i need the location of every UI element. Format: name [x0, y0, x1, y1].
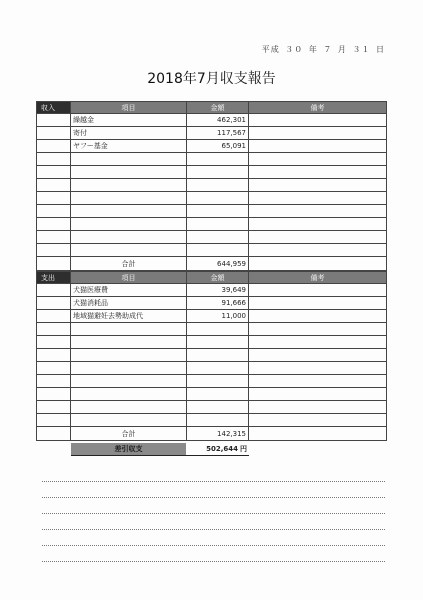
expense-row-blank — [37, 349, 71, 362]
income-amount-cell — [187, 192, 249, 205]
expense-row-blank — [37, 323, 71, 336]
income-row — [37, 231, 387, 244]
expense-row — [37, 323, 387, 336]
expense-item-cell: 犬猫消耗品 — [71, 297, 187, 310]
income-amount-cell: 462,301 — [187, 114, 249, 127]
income-note-cell — [249, 179, 387, 192]
memo-line — [42, 561, 385, 562]
income-item-cell: 寄付 — [71, 127, 187, 140]
expense-amount-cell — [187, 401, 249, 414]
income-note-cell — [249, 140, 387, 153]
expense-total-amount: 142,315 — [187, 427, 249, 441]
income-note-cell — [249, 114, 387, 127]
income-item-cell: 繰越金 — [71, 114, 187, 127]
income-amount-cell — [187, 179, 249, 192]
expense-item-cell — [71, 323, 187, 336]
income-row — [37, 166, 387, 179]
income-row-blank — [37, 166, 71, 179]
income-item-header: 項目 — [71, 102, 187, 114]
date-day: ３１ — [352, 45, 371, 54]
income-amount-cell — [187, 231, 249, 244]
income-note-cell — [249, 153, 387, 166]
expense-item-cell — [71, 388, 187, 401]
expense-item-cell: 地域猫避妊去勢助成代 — [71, 310, 187, 323]
income-row-blank — [37, 127, 71, 140]
income-amount-cell: 117,567 — [187, 127, 249, 140]
balance-unit: 円 — [240, 445, 247, 453]
expense-table — [36, 271, 387, 441]
income-amount-cell — [187, 205, 249, 218]
expense-row — [37, 401, 387, 414]
expense-note-cell — [249, 297, 387, 310]
income-item-cell — [71, 205, 187, 218]
income-item-cell — [71, 179, 187, 192]
income-category-label: 収入 — [37, 102, 71, 114]
expense-row-blank — [37, 362, 71, 375]
income-note-cell — [249, 127, 387, 140]
expense-total-blank — [37, 427, 71, 441]
income-row-blank — [37, 205, 71, 218]
income-amount-cell — [187, 153, 249, 166]
memo-line — [42, 545, 385, 546]
income-row-blank — [37, 140, 71, 153]
balance-label: 差引収支 — [71, 443, 186, 455]
income-amount-header: 金額 — [187, 102, 249, 114]
balance-summary — [71, 443, 249, 456]
expense-amount-cell: 39,649 — [187, 284, 249, 297]
balance-value-cell — [186, 443, 249, 455]
income-item-cell — [71, 218, 187, 231]
income-note-cell — [249, 205, 387, 218]
income-total-row — [37, 257, 387, 271]
expense-row — [37, 284, 387, 297]
expense-row — [37, 362, 387, 375]
expense-row — [37, 336, 387, 349]
expense-item-cell — [71, 401, 187, 414]
expense-note-cell — [249, 414, 387, 427]
expense-note-cell — [249, 284, 387, 297]
income-row-blank — [37, 114, 71, 127]
income-row — [37, 244, 387, 257]
expense-item-cell — [71, 375, 187, 388]
date-year: ３０ — [285, 45, 304, 54]
expense-row — [37, 349, 387, 362]
income-item-cell — [71, 231, 187, 244]
expense-note-cell — [249, 336, 387, 349]
expense-item-cell: 犬猫医療費 — [71, 284, 187, 297]
expense-category-label: 支出 — [37, 272, 71, 284]
expense-amount-cell — [187, 349, 249, 362]
expense-amount-cell — [187, 323, 249, 336]
income-row — [37, 179, 387, 192]
expense-rows — [37, 284, 387, 441]
report-date — [260, 44, 385, 55]
expense-item-cell — [71, 349, 187, 362]
expense-row — [37, 414, 387, 427]
expense-header-row — [37, 272, 387, 284]
income-item-cell — [71, 153, 187, 166]
expense-amount-cell — [187, 362, 249, 375]
expense-total-row — [37, 427, 387, 441]
income-total-note — [249, 257, 387, 271]
expense-item-cell — [71, 414, 187, 427]
income-row — [37, 153, 387, 166]
income-amount-cell — [187, 166, 249, 179]
income-row-blank — [37, 179, 71, 192]
income-header-row — [37, 102, 387, 114]
income-item-cell — [71, 166, 187, 179]
income-rows — [37, 114, 387, 271]
income-note-header: 備考 — [249, 102, 387, 114]
income-row-blank — [37, 244, 71, 257]
expense-amount-header: 金額 — [187, 272, 249, 284]
expense-row-blank — [37, 401, 71, 414]
expense-row-blank — [37, 284, 71, 297]
income-row — [37, 205, 387, 218]
expense-total-label: 合計 — [71, 427, 187, 441]
income-row — [37, 127, 387, 140]
income-total-label: 合計 — [71, 257, 187, 271]
expense-note-header: 備考 — [249, 272, 387, 284]
income-item-cell — [71, 244, 187, 257]
expense-total-note — [249, 427, 387, 441]
expense-note-cell — [249, 323, 387, 336]
memo-line — [42, 497, 385, 498]
expense-amount-cell — [187, 388, 249, 401]
expense-row-blank — [37, 388, 71, 401]
income-note-cell — [249, 231, 387, 244]
income-row — [37, 140, 387, 153]
income-row-blank — [37, 153, 71, 166]
income-row — [37, 114, 387, 127]
income-amount-cell: 65,091 — [187, 140, 249, 153]
report-title: 2018年7月収支報告 — [147, 71, 276, 87]
expense-note-cell — [249, 362, 387, 375]
income-table — [36, 101, 387, 271]
expense-note-cell — [249, 388, 387, 401]
expense-row-blank — [37, 414, 71, 427]
income-note-cell — [249, 244, 387, 257]
expense-amount-cell — [187, 375, 249, 388]
expense-amount-cell — [187, 336, 249, 349]
income-row-blank — [37, 231, 71, 244]
expense-row-blank — [37, 375, 71, 388]
expense-amount-cell: 11,000 — [187, 310, 249, 323]
date-day-unit: 日 — [376, 45, 385, 54]
expense-note-cell — [249, 310, 387, 323]
expense-note-cell — [249, 375, 387, 388]
expense-row-blank — [37, 297, 71, 310]
income-note-cell — [249, 218, 387, 231]
income-amount-cell — [187, 244, 249, 257]
expense-note-cell — [249, 401, 387, 414]
memo-line — [42, 481, 385, 482]
expense-row — [37, 297, 387, 310]
expense-item-cell — [71, 362, 187, 375]
income-note-cell — [249, 192, 387, 205]
expense-row-blank — [37, 310, 71, 323]
expense-row — [37, 375, 387, 388]
income-item-cell — [71, 192, 187, 205]
income-row — [37, 192, 387, 205]
expense-item-header: 項目 — [71, 272, 187, 284]
date-year-unit: 年 — [308, 45, 318, 54]
memo-line — [42, 513, 385, 514]
expense-row-blank — [37, 336, 71, 349]
expense-note-cell — [249, 349, 387, 362]
income-row-blank — [37, 192, 71, 205]
income-total-blank — [37, 257, 71, 271]
expense-amount-cell: 91,666 — [187, 297, 249, 310]
balance-value: 502,644 — [206, 445, 238, 453]
date-month-unit: 月 — [337, 45, 347, 54]
income-row — [37, 218, 387, 231]
memo-line — [42, 529, 385, 530]
date-era: 平成 — [261, 45, 280, 54]
expense-row — [37, 388, 387, 401]
income-item-cell: ヤフー基金 — [71, 140, 187, 153]
income-row-blank — [37, 218, 71, 231]
income-total-amount: 644,959 — [187, 257, 249, 271]
income-amount-cell — [187, 218, 249, 231]
income-note-cell — [249, 166, 387, 179]
expense-item-cell — [71, 336, 187, 349]
expense-row — [37, 310, 387, 323]
date-month: ７ — [323, 45, 333, 54]
expense-amount-cell — [187, 414, 249, 427]
